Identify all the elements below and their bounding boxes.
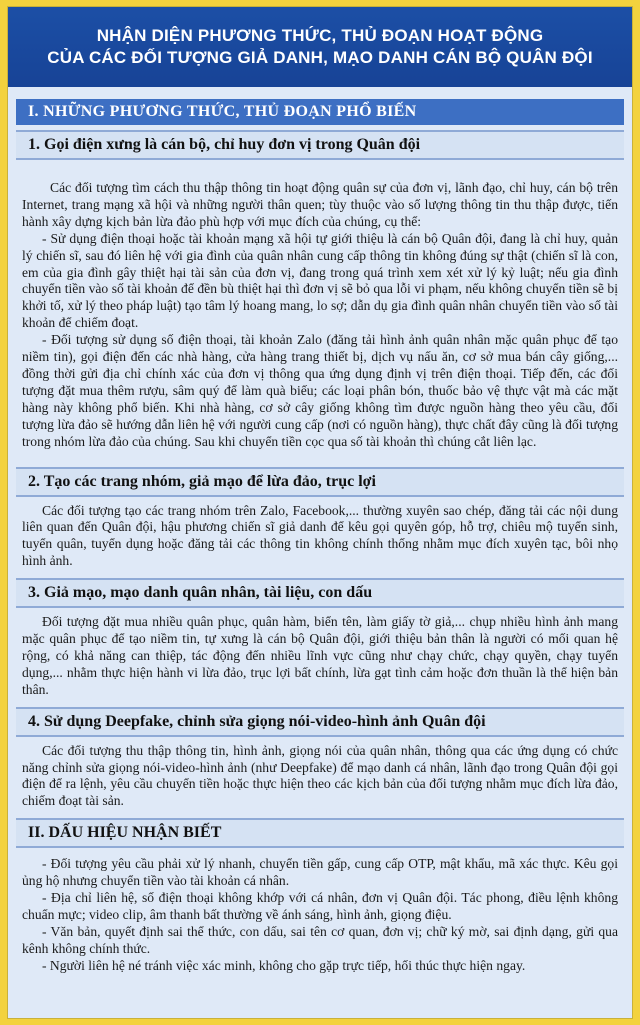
title-banner — [8, 7, 632, 87]
subsection-4-heading: 4. Sử dụng Deepfake, chỉnh sửa giọng nói-video-hình ảnh Quân đội — [16, 707, 624, 737]
subsection-1-body — [22, 180, 618, 451]
subsection-3-body — [22, 614, 618, 699]
list-item: - Người liên hệ né tránh việc xác minh, không cho gặp trực tiếp, hối thúc thực hiện ngay. — [42, 957, 526, 973]
list-item: - Đối tượng yêu cầu phải xử lý nhanh, chuyển tiền gấp, cung cấp OTP, mật khẩu, mã xác thực. Kêu gọi ủng hộ nhưng chuyển tiền vào tài khoản cá nhân. — [22, 856, 618, 889]
paragraph: Các đối tượng tìm cách thu thập thông tin hoạt động quân sự của đơn vị, lãnh đạo, chỉ huy, cán bộ trên Internet, trang mạng xã hội và những người thân quen; tùy thuộc vào số lượng thông tin thu thập được, tiến hành xây dựng kịch bản lừa đảo phù hợp với mục đích của chúng, cụ thể: — [22, 180, 618, 229]
list-item: - Văn bản, quyết định sai thể thức, con dấu, sai tên cơ quan, đơn vị; chữ ký mờ, sai định dạng, gửi qua kênh không chính thức. — [22, 923, 618, 956]
infographic — [7, 6, 633, 1019]
paragraph: - Sử dụng điện thoại hoặc tài khoản mạng xã hội tự giới thiệu là cán bộ Quân đội, đang là chỉ huy, quản lý chiến sĩ, sau đó liên hệ với gia đình của quân nhân cung cấp thông tin không đúng sự thật (chiến sĩ là con, em của gia đình gây thiệt hại tài sản của đơn vị, đang trong quá trình xem xét xử lý kỷ luật; nếu gia đình chuyển tiền vào số tài khoản để đền bù thiệt hại thì đơn vị sẽ bỏ qua lỗi vi phạm, nếu không chuyển tiền sẽ bị khởi tố, xử lý theo pháp luật) tạo tâm lý hoang mang, lo sợ; dẫn dụ gia đình quân nhân chuyển tiền vào số tài khoản để chiếm đoạt. — [22, 230, 618, 331]
title-line-1: NHẬN DIỆN PHƯƠNG THỨC, THỦ ĐOẠN HOẠT ĐỘNG — [96, 26, 544, 45]
subsection-4-body — [22, 743, 618, 811]
section-1-heading: I. NHỮNG PHƯƠNG THỨC, THỦ ĐOẠN PHỔ BIẾN — [16, 99, 624, 125]
section-2-body — [22, 856, 618, 974]
subsection-2-body — [22, 503, 618, 571]
subsection-1-heading: 1. Gọi điện xưng là cán bộ, chỉ huy đơn vị trong Quân đội — [16, 130, 624, 160]
paragraph: - Đối tượng sử dụng số điện thoại, tài khoản Zalo (đăng tải hình ảnh quân nhân mặc quân phục để tạo niềm tin), gọi điện đến các nhà hàng, cửa hàng trang thiết bị, dịch vụ nấu ăn, cơ sở mua bán cây giống,... đồng thời gửi địa chỉ chính xác của đơn vị thông qua ứng dụng định vị trên điện thoại. Tiếp đến, các đối tượng đặt mua thêm rượu, sâm quý để làm quà biếu; các loại phân bón, thuốc bảo vệ thực vật mà các mặt hàng này không phổ biến. Khi nhà hàng, cơ sở cây giống không tìm được nguồn hàng theo yêu cầu, đối tượng lừa đảo sẽ hướng dẫn liên hệ với người cung cấp (nơi có nguồn hàng), thực chất đây cũng là đối tượng trong nhóm lừa đảo của chúng. Sau khi chuyển tiền cọc qua số tài khoản thì chúng cắt liên lạc. — [22, 332, 618, 449]
subsection-2-heading: 2. Tạo các trang nhóm, giả mạo để lừa đảo, trục lợi — [16, 467, 624, 497]
section-2-heading: II. DẤU HIỆU NHẬN BIẾT — [16, 818, 624, 848]
paragraph: Đối tượng đặt mua nhiều quân phục, quân hàm, biển tên, làm giấy tờ giả,... chụp nhiều hình ảnh mang mặc quân phục để tạo niềm tin, tự xưng là cán bộ Quân đội, giới thiệu bản thân là người có mối quan hệ rộng, có khả năng can thiệp, tác động đến nhiều lĩnh vực cũng như chạy chức, chạy quyền, chạy tuyển dụng,... nhằm thực hiện hành vi lừa đảo, trục lợi bất chính, lừa gạt tình cảm hoặc đơn thuần là thể hiện bản thân. — [22, 614, 618, 697]
subsection-3-heading: 3. Giả mạo, mạo danh quân nhân, tài liệu, con dấu — [16, 578, 624, 608]
list-item: - Địa chỉ liên hệ, số điện thoại không khớp với cá nhân, đơn vị Quân đội. Tác phong, điều lệnh không chuẩn mực; video clip, âm thanh bất thường về ánh sáng, hình ảnh, giọng điệu. — [22, 890, 618, 922]
title-line-2: CỦA CÁC ĐỐI TƯỢNG GIẢ DANH, MẠO DANH CÁN BỘ QUÂN ĐỘI — [47, 48, 593, 67]
paragraph: Các đối tượng tạo các trang nhóm trên Zalo, Facebook,... thường xuyên sao chép, đăng tải các nội dung liên quan đến Quân đội, hậu phương chiến sĩ giả danh để kêu gọi quyên góp, hỗ trợ, chiêu mộ tuyển sinh, tuyển quân, tuyển dụng hoặc đăng tải các thông tin không chính thống nhằm mục đích xuyên tạc, bôi nhọ hình ảnh. — [22, 502, 618, 569]
paragraph: Các đối tượng thu thập thông tin, hình ảnh, giọng nói của quân nhân, thông qua các ứng dụng có chức năng chỉnh sửa giọng nói-video-hình ảnh (như Deepfake) để mạo danh cá nhân, lãnh đạo trong Quân đội gọi điện để ra lệnh, yêu cầu chuyển tiền hoặc thực hiện theo các kịch bản của đối tượng nhằm mục đích lừa đảo, chiếm đoạt tài sản. — [22, 742, 618, 809]
